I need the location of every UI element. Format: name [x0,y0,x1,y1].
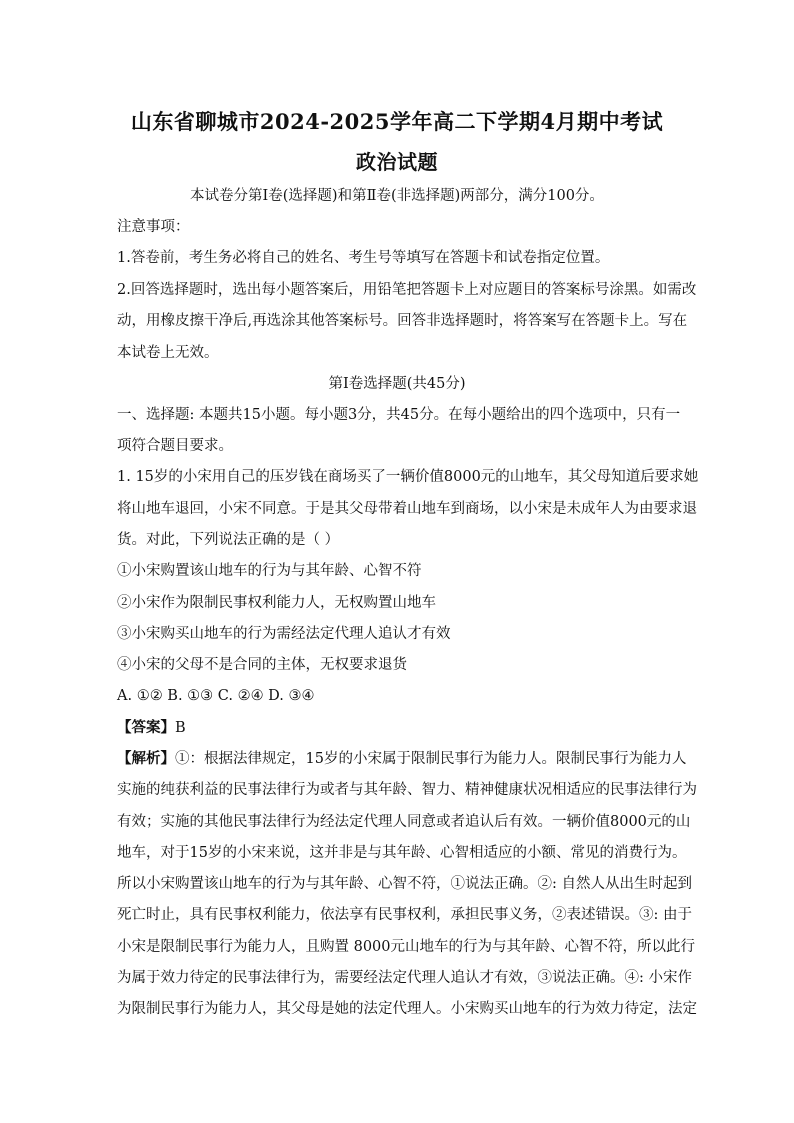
section-heading: 第Ⅰ卷选择题(共45分) [328,376,466,392]
analysis-line: 死亡时止，具有民事权利能力，依法享有民事权利，承担民事义务，②表述错误。③: 由于 [117,907,692,923]
notice-line: 1.答卷前，考生务必将自己的姓名、考生号等填写在答题卡和试卷指定位置。 [117,250,610,266]
analysis-line: 所以小宋购置该山地车的行为与其年龄、心智不符，①说法正确。②: 自然人从出生时起到 [117,876,692,892]
analysis-line: 为属于效力待定的民事法律行为，需要经法定代理人追认才有效，③说法正确。④: 小宋作 [117,970,692,986]
question-stem: 1. 15岁的小宋用自己的压岁钱在商场买了一辆价值8000元的山地车，其父母知道后要求她 [117,469,699,485]
analysis-line: 实施的纯获利益的民事法律行为或者与其年龄、智力、精神健康状况相适应的民事法律行为 [117,782,697,798]
question-option: ④小宋的父母不是合同的主体，无权要求退货 [117,657,407,673]
analysis-line: 地车，对于15岁的小宋来说，这并非是与其年龄、心智相适应的小额、常见的消费行为。 [117,845,687,861]
analysis-line: 为限制民事行为能力人，其父母是她的法定代理人。小宋购买山地车的行为效力待定，法定 [117,1001,697,1017]
answer-line [117,718,677,738]
question-option: ②小宋作为限制民事权利能力人，无权购置山地车 [117,595,436,611]
exam-subtitle: 政治试题 [356,150,438,174]
analysis-line: 有效；实施的其他民事法律行为经法定代理人同意或者追认后有效。一辆价值8000元的山 [117,814,691,830]
analysis-label: 【解析】 [117,750,175,767]
section-instructions: 一、选择题: 本题共15小题。每小题3分，共45分。在每小题给出的四个选项中，只有一 [117,407,681,423]
notice-line: 本试卷上无效。 [117,345,219,361]
question-option: ①小宋购置该山地车的行为与其年龄、心智不符 [117,563,422,579]
exam-title: 山东省聊城市2024-2025学年高二下学期4月期中考试 [130,109,664,134]
question-stem: 将山地车退回，小宋不同意。于是其父母带着山地车到商场，以小宋是未成年人为由要求退 [117,501,697,517]
section-instructions: 项符合题目要求。 [117,438,233,454]
notice-heading: 注意事项： [117,219,190,235]
exam-intro: 本试卷分第Ⅰ卷(选择题)和第Ⅱ卷(非选择题)两部分，满分100分。 [190,188,604,204]
answer-label: 【答案】 [117,719,175,736]
analysis-line [117,749,687,769]
question-stem: 货。对此，下列说法正确的是（ ） [117,532,340,548]
analysis-line: 小宋是限制民事行为能力人，且购置 8000元山地车的行为与其年龄、心智不符，所以此行 [117,939,696,955]
analysis-text: ①：根据法律规定，15岁的小宋属于限制民事行为能力人。限制民事行为能力人 [175,751,687,767]
question-option: ③小宋购买山地车的行为需经法定代理人追认才有效 [117,626,451,642]
notice-line: 动，用橡皮擦干净后,再选涂其他答案标号。回答非选择题时，将答案写在答题卡上。写在 [117,313,688,329]
answer-value: B [175,720,186,736]
notice-line: 2.回答选择题时，选出每小题答案后，用铅笔把答题卡上对应题目的答案标号涂黑。如需改 [117,282,697,298]
answer-choices: A. ①② B. ①③ C. ②④ D. ③④ [117,688,315,704]
